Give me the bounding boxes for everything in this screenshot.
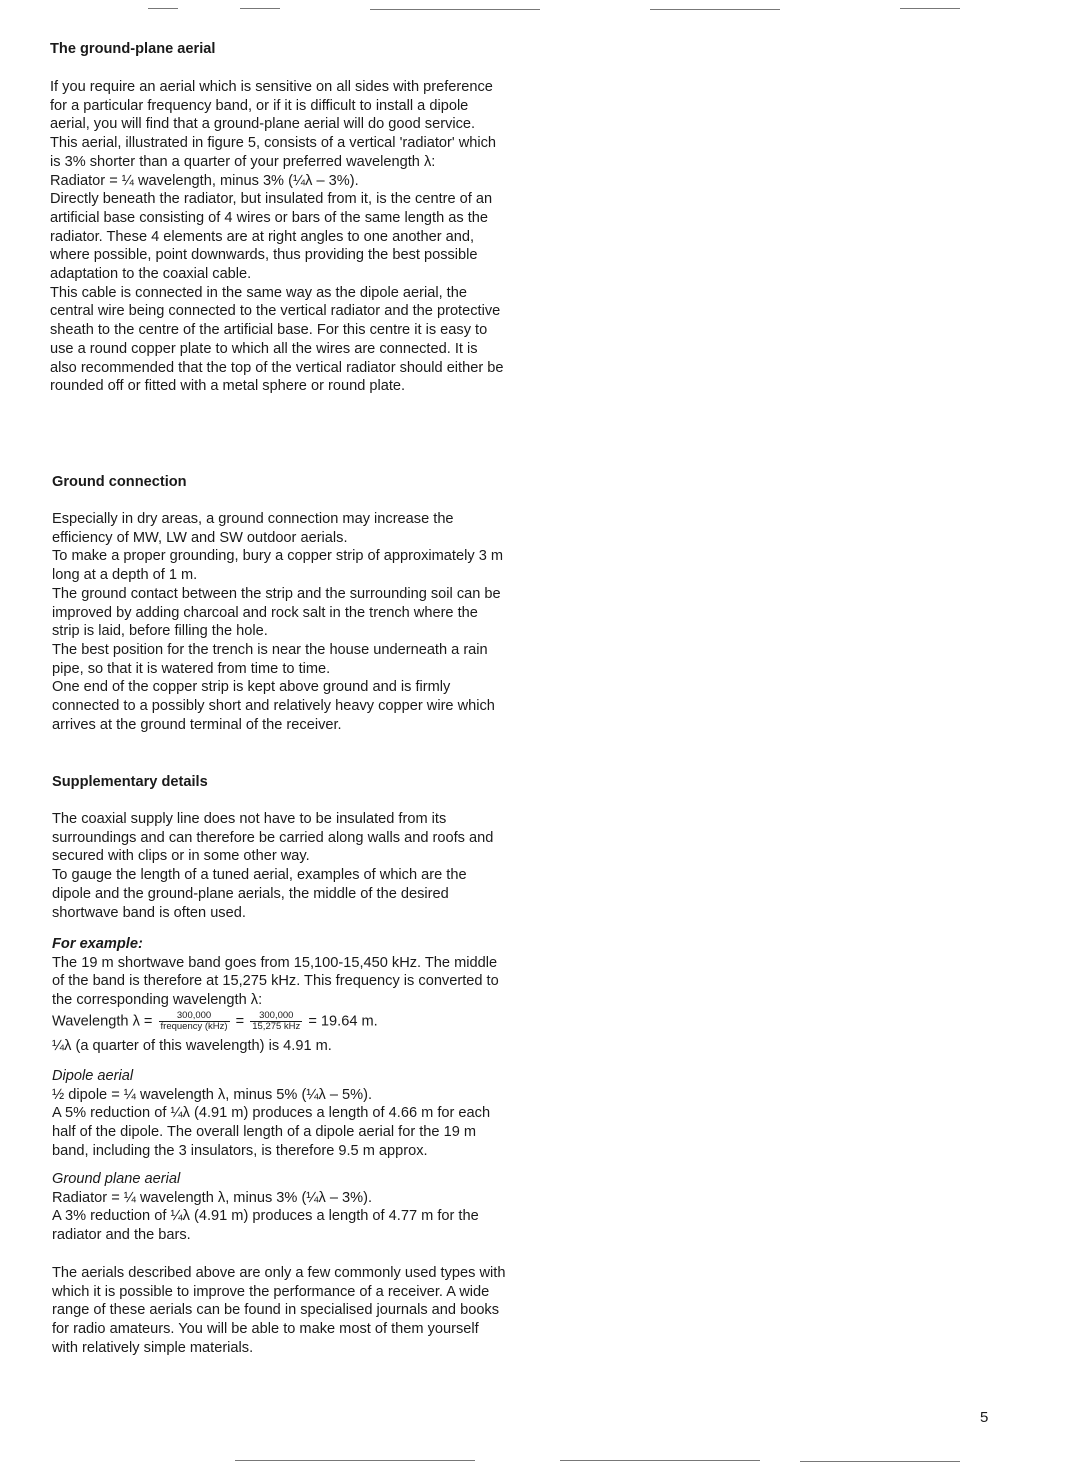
ground-connection-p5: One end of the copper strip is kept above ground and is firmly connected to a possibly short and relatively heavy copper wire which arrives at the ground terminal of the receiver.	[52, 679, 495, 733]
ground-connection-p4: The best position for the trench is near the house underneath a rain pipe, so that it is watered from time to time.	[52, 641, 488, 677]
formula-prefix: Wavelength λ =	[52, 1013, 153, 1030]
ground-plane-intro: If you require an aerial which is sensitive on all sides with preference for a particular frequency band, or if it is difficult to install a dipole aerial, you will find that a ground-plane aerial will do good service. This aerial, illustrated in figure 5, consists of a vertical 'radiator' which is 3% shorter than a quarter of your preferred wavelength λ:	[50, 79, 497, 170]
formula-fraction-2	[250, 1011, 302, 1032]
closing-paragraph: The aerials described above are only a few commonly used types with which it is possible to improve the performance of a receiver. A wide range of these aerials can be found in specialised journals and books for radio amateurs. You will be able to make most of them yourself with relatively simple materials.	[52, 1265, 506, 1356]
example-label: For example:	[52, 936, 143, 952]
ground-connection-heading: Ground connection	[52, 474, 187, 490]
fraction-1-numerator: 300,000	[159, 1011, 230, 1022]
fraction-2-denominator: 15,275 kHz	[252, 1020, 301, 1032]
formula-fraction-1	[159, 1011, 230, 1032]
ground-plane-section	[50, 40, 505, 440]
ground-connection-p1: Especially in dry areas, a ground connection may increase the efficiency of MW, LW and SW outdoor aerials.	[52, 511, 454, 546]
supplementary-p1: The coaxial supply line does not have to be insulated from its surroundings and can therefore be carried along walls and roofs and secured with clips or in some other way.	[52, 811, 494, 865]
ground-plane-radiator: Radiator = ¼ wavelength λ, minus 3% (¼λ – 3%).	[52, 1189, 373, 1206]
ground-plane-heading: The ground-plane aerial	[50, 41, 216, 57]
wavelength-formula	[52, 1011, 507, 1032]
fraction-1-denominator: frequency (kHz)	[160, 1020, 228, 1032]
ground-plane-radiator-formula: Radiator = ¼ wavelength, minus 3% (¼λ – 3%).	[50, 172, 359, 189]
dipole-label: Dipole aerial	[52, 1068, 134, 1084]
ground-connection-section	[52, 473, 507, 743]
ground-connection-p2: To make a proper grounding, bury a copper strip of approximately 3 m long at a depth of 1 m.	[52, 548, 504, 584]
quarter-wavelength: ¼λ (a quarter of this wavelength) is 4.91 m.	[52, 1037, 332, 1054]
ground-plane-label: Ground plane aerial	[52, 1171, 181, 1187]
page-number: 5	[980, 1409, 989, 1426]
ground-connection-p3: The ground contact between the strip and the surrounding soil can be improved by adding charcoal and rock salt in the trench where the strip is laid, before filling the hole.	[52, 585, 501, 640]
fraction-2-numerator: 300,000	[250, 1011, 302, 1022]
supplementary-section	[52, 773, 507, 1363]
ground-plane-base-description: Directly beneath the radiator, but insulated from it, is the centre of an artificial base consisting of 4 wires or bars of the same length as the radiator. These 4 elements are at right angles to one another and, where possible, point downwards, thus providing the best possible adaptation to the coaxial cable.	[50, 191, 493, 283]
dipole-formula: ½ dipole = ¼ wavelength λ, minus 5% (¼λ – 5%).	[52, 1086, 373, 1103]
formula-equals: =	[235, 1013, 245, 1030]
scan-artifacts-bottom	[0, 1458, 1080, 1466]
supplementary-p2: To gauge the length of a tuned aerial, examples of which are the dipole and the ground-plane aerials, the middle of the desired shortwave band is often used.	[52, 867, 467, 921]
scan-artifacts-top	[0, 6, 1080, 14]
ground-plane-reduction: A 3% reduction of ¼λ (4.91 m) produces a length of 4.77 m for the radiator and the bars.	[52, 1208, 479, 1244]
dipole-reduction: A 5% reduction of ¼λ (4.91 m) produces a length of 4.66 m for each half of the dipole. The overall length of a dipole aerial for the 19 m band, including the 3 insulators, is therefore 9.5 m approx.	[52, 1105, 491, 1159]
example-p1: The 19 m shortwave band goes from 15,100-15,450 kHz. The middle of the band is therefore at 15,275 kHz. This frequency is converted to the corresponding wavelength λ:	[52, 954, 499, 1009]
ground-plane-cable-description: This cable is connected in the same way as the dipole aerial, the central wire being connected to the vertical radiator and the protective sheath to the centre of the artificial base. For this centre it is easy to use a round copper plate to which all the wires are connected. It is also recommended that the top of the vertical radiator should either be rounded off or fitted with a metal sphere or round plate.	[50, 284, 504, 395]
supplementary-heading: Supplementary details	[52, 774, 208, 790]
formula-result: = 19.64 m.	[308, 1013, 378, 1030]
